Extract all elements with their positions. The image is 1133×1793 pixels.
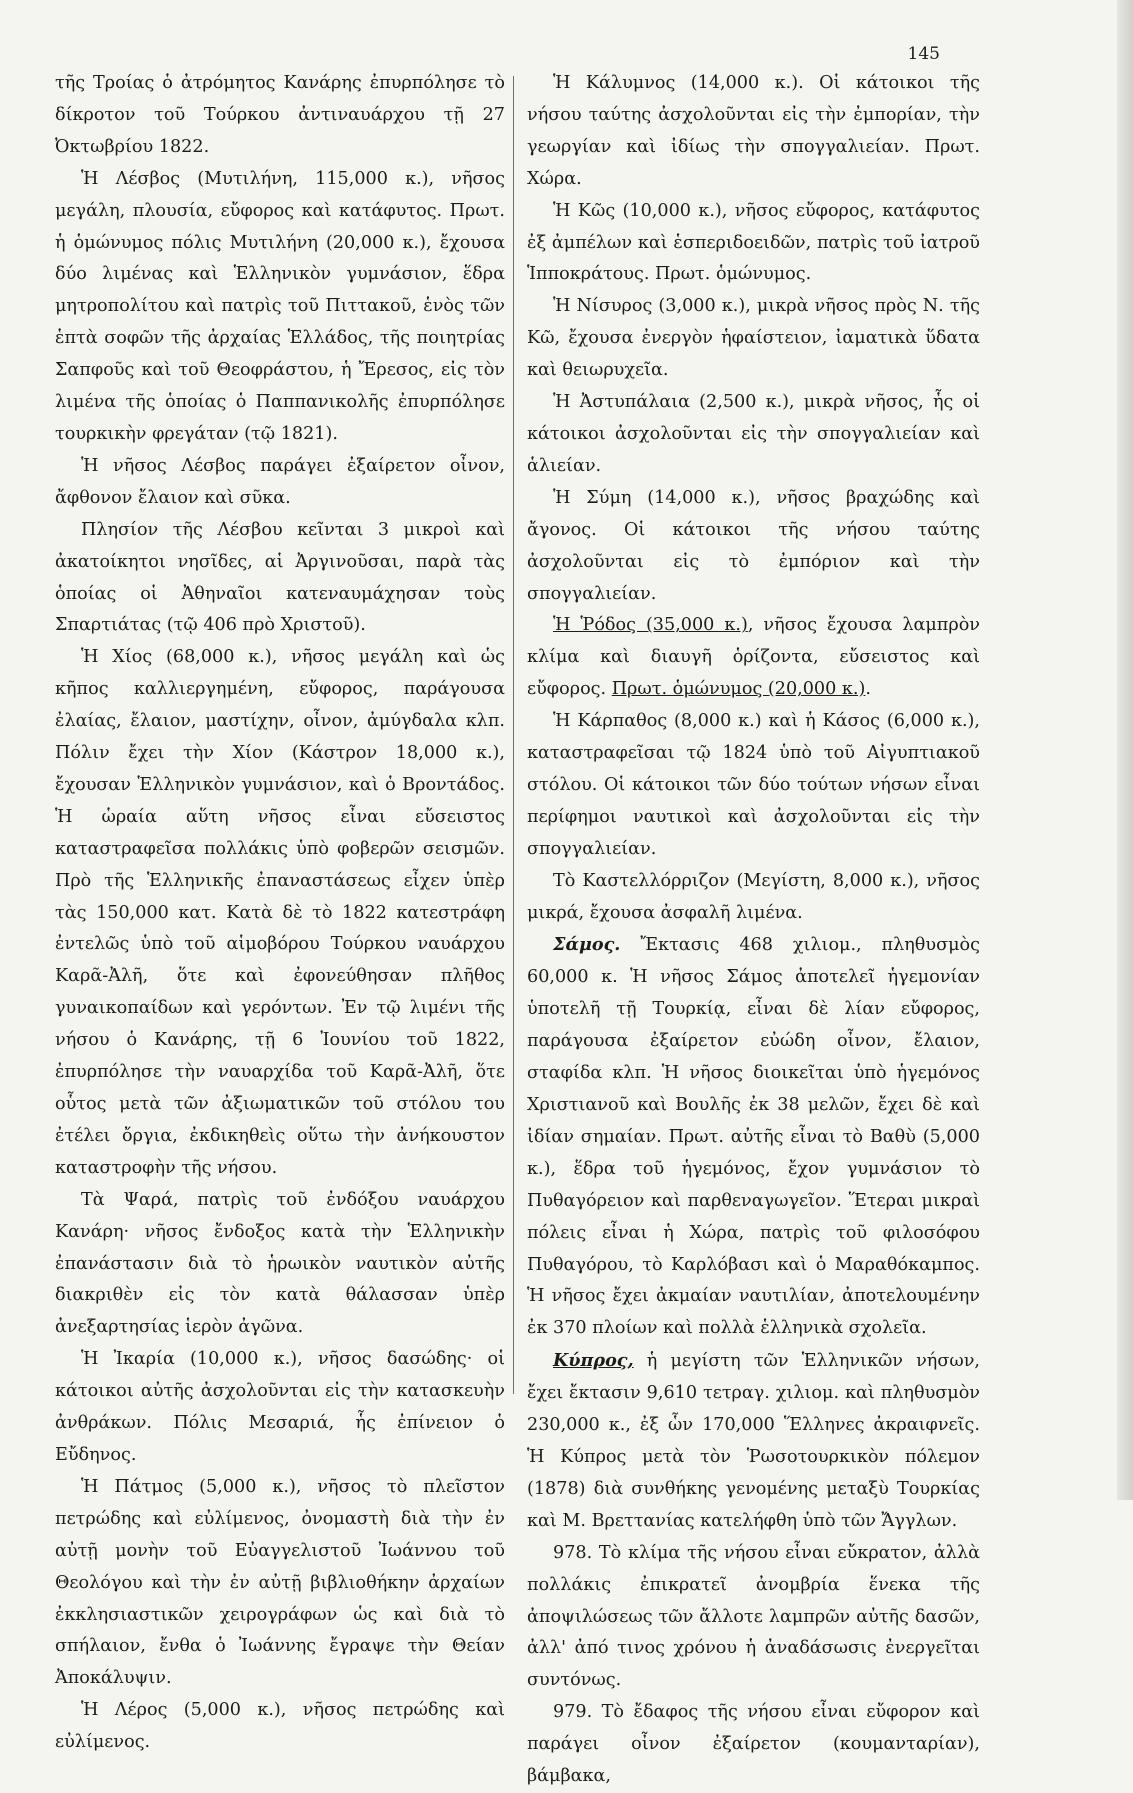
paragraph-astypalaia: Ἡ Ἀστυπάλαια (2,500 κ.), μικρὰ νῆσος, ἧς οἱ κάτοικοι ἀσχολοῦνται εἰς τὴν σπογγαλιείαν καὶ ἁλιείαν. (527, 392, 980, 476)
cyprus-text: ἡ μεγίστη τῶν Ἑλληνικῶν νήσων, ἔχει ἔκτασιν 9,610 τετραγ. χιλιομ. καὶ πληθυσμὸν 230,000 κ., ἐξ ὧν 170,000 Ἕλληνες ἀκραιφνεῖς. Ἡ Κύπρος μετὰ τὸν Ῥωσοτουρκικὸν πόλεμον (1878) διὰ συνθήκης γενομένης μεταξὺ Τουρκίας καὶ Μ. Βρεττανίας κατελήφθη ὑπὸ τῶν Ἄγγλων. (527, 1351, 980, 1531)
paragraph-karpathos: Ἡ Κάρπαθος (8,000 κ.) καὶ ἡ Κάσος (6,000 κ.), καταστραφεῖσαι τῷ 1824 ὑπὸ τοῦ Αἰγυπτιακοῦ στόλου. Οἱ κάτοικοι τῶν δύο τούτων νήσων εἶναι περίφημοι ναυτικοὶ καὶ ἀσχολοῦνται εἰς τὴν σπογγαλιείαν. (527, 711, 980, 859)
paragraph-arginousai: Πλησίον τῆς Λέσβου κεῖνται 3 μικροὶ καὶ ἀκατοίκητοι νησῖδες, αἱ Ἀργινοῦσαι, παρὰ τὰς ὁποίας οἱ Ἀθηναῖοι κατεναυμάχησαν τοὺς Σπαρτιάτας (τῷ 406 πρὸ Χριστοῦ). (55, 519, 505, 636)
page-edge (1117, 0, 1133, 1500)
paragraph-kastellorizo: Τὸ Καστελλόρριζον (Μεγίστη, 8,000 κ.), νῆσος μικρά, ἔχουσα ἀσφαλῆ λιμένα. (527, 870, 980, 923)
paragraph-ikaria: Ἡ Ἰκαρία (10,000 κ.), νῆσος δασώδης· οἱ κάτοικοι αὐτῆς ἀσχολοῦνται εἰς τὴν κατασκευὴν ἀνθράκων. Πόλις Μεσαριά, ἧς ἐπίνειον ὁ Εὔδηνος. (55, 1349, 505, 1465)
rhodes-underlined-capital: Πρωτ. ὁμώνυμος (20,000 κ.) (611, 679, 866, 700)
rhodes-underlined-name: Ἡ Ῥόδος (35,000 κ.) (553, 615, 748, 636)
paragraph-cyprus (527, 1345, 980, 1537)
right-column (527, 68, 980, 1793)
rhodes-end: . (865, 679, 871, 700)
page-number: 145 (907, 44, 940, 64)
paragraph-979: 979. Τὸ ἔδαφος τῆς νήσου εἶναι εὔφορον καὶ παράγει οἶνον ἐξαίρετον (κουμανταρίαν), βάμβακα, (527, 1702, 980, 1787)
samos-text: Ἔκτασις 468 χιλιομ., πληθυσμὸς 60,000 κ. Ἡ νῆσος Σάμος ἀποτελεῖ ἡγεμονίαν ὑποτελῆ τῇ Τουρκίᾳ, εἶναι δὲ λίαν εὔφορος, παράγουσα ἐξαίρετον εὐώδη οἶνον, ἔλαιον, σταφίδα κλπ. Ἡ νῆσος διοικεῖται ὑπὸ ἡγεμόνος Χριστιανοῦ καὶ Βουλῆς ἐκ 38 μελῶν, ἔχει δὲ καὶ ἰδίαν σημαίαν. Πρωτ. αὐτῆς εἶναι τὸ Βαθὺ (5,000 κ.), ἕδρα τοῦ ἡγεμόνος, ἔχον γυμνάσιον τὸ Πυθαγόρειον καὶ παρθεναγωγεῖον. Ἕτεραι μικραὶ πόλεις εἶναι ἡ Χώρα, πατρὶς τοῦ φιλοσόφου Πυθαγόρου, τὸ Καρλόβασι καὶ ὁ Μαραθόκαμπος. Ἡ νῆσος ἔχει ἀκμαίαν ναυτιλίαν, ἀποτελουμένην ἐκ 370 πλοίων καὶ πολλὰ ἑλληνικὰ σχολεῖα. (527, 935, 980, 1339)
paragraph-symi: Ἡ Σύμη (14,000 κ.), νῆσος βραχώδης καὶ ἄγονος. Οἱ κάτοικοι τῆς νήσου ταύτης ἀσχολοῦνται εἰς τὸ ἐμπόριον καὶ τὴν σπογγαλιείαν. (527, 487, 980, 604)
paragraph-kalymnos: Ἡ Κάλυμνος (14,000 κ.). Οἱ κάτοικοι τῆς νήσου ταύτης ἀσχολοῦνται εἰς τὴν ἐμπορίαν, τὴν γεωργίαν καὶ ἰδίως τὴν σπογγαλιείαν. Πρωτ. Χώρα. (527, 73, 980, 189)
column-divider (513, 76, 514, 1394)
paragraph-lesvos-products: Ἡ νῆσος Λέσβος παράγει ἐξαίρετον οἶνον, ἄφθονον ἔλαιον καὶ σῦκα. (55, 455, 505, 508)
paragraph-patmos: Ἡ Πάτμος (5,000 κ.), νῆσος τὸ πλεῖστον πετρώδης καὶ εὐλίμενος, ὀνομαστὴ διὰ τὴν ἐν αὐτῇ μονὴν τοῦ Εὐαγγελιστοῦ Ἰωάννου τοῦ Θεολόγου καὶ τὴν ἐν αὐτῇ βιβλιοθήκην ἀρχαίων ἐκκλησιαστικῶν χειρογράφων ὡς καὶ διὰ τὸ σπήλαιον, ἔνθα ὁ Ἰωάννης ἔγραψε τὴν Θείαν Ἀποκάλυψιν. (55, 1476, 505, 1689)
left-column (55, 68, 505, 1759)
rhodes-description: , νῆσος ἔχουσα λαμπρὸν κλίμα καὶ διαυγῆ ὁρίζοντα, εὔσειστος καὶ εὔφορος. (527, 615, 980, 700)
cyprus-heading: Κύπρος, (553, 1350, 634, 1372)
paragraph-samos (527, 929, 980, 1345)
paragraph-chios: Ἡ Χίος (68,000 κ.), νῆσος μεγάλη καὶ ὡς κῆπος καλλιεργημένη, εὔφορος, παράγουσα ἐλαίας, ἔλαιον, μαστίχην, οἶνον, ἀμύγδαλα κλπ. Πόλιν ἔχει τὴν Χίον (Κάστρον 18,000 κ.), ἔχουσαν Ἑλληνικὸν γυμνάσιον, καὶ ὁ Βροντάδος. Ἡ ὡραία αὕτη νῆσος εἶναι εὔσειστος καταστραφεῖσα πολλάκις ὑπὸ φοβερῶν σεισμῶν. Πρὸ τῆς Ἑλληνικῆς ἐπαναστάσεως εἶχεν ὑπὲρ τὰς 150,000 κατ. Κατὰ δὲ τὸ 1822 κατεστράφη ἐντελῶς ὑπὸ τοῦ αἱμοβόρου Τούρκου ναυάρχου Καρᾶ-Ἀλῆ, ὅτε καὶ ἐφονεύθησαν πλῆθος γυναικοπαίδων καὶ γερόντων. Ἐν τῷ λιμένι τῆς νήσου ὁ Κανάρης, τῇ 6 Ἰουνίου τοῦ 1822, ἐπυρπόλησε τὴν ναυαρχίδα τοῦ Καρᾶ-Ἀλῆ, ὅτε οὗτος μετὰ τῶν ἀξιωματικῶν τοῦ στόλου του ἐτέλει ὄργια, ἐκδικηθεὶς οὕτω τὴν ἀνήκουστον καταστροφὴν τῆς νήσου. (55, 647, 505, 1178)
paragraph-psara: Τὰ Ψαρά, πατρὶς τοῦ ἐνδόξου ναυάρχου Κανάρη· νῆσος ἔνδοξος κατὰ τὴν Ἑλληνικὴν ἐπανάστασιν διὰ τὸ ἡρωικὸν ναυτικὸν αὐτῆς διακριθὲν εἰς τὸν κατὰ θάλασσαν ὑπὲρ ἀνεξαρτησίας ἱερὸν ἀγῶνα. (55, 1189, 505, 1338)
paragraph-kos: Ἡ Κῶς (10,000 κ.), νῆσος εὔφορος, κατάφυτος ἐξ ἀμπέλων καὶ ἑσπεριδοειδῶν, πατρὶς τοῦ ἰατροῦ Ἱπποκράτους. Πρωτ. ὁμώνυμος. (527, 200, 980, 285)
samos-heading: Σάμος. (553, 934, 621, 956)
paragraph-leros: Ἡ Λέρος (5,000 κ.), νῆσος πετρώδης καὶ εὐλίμενος. (55, 1700, 505, 1753)
paragraph-nisyros: Ἡ Νίσυρος (3,000 κ.), μικρὰ νῆσος πρὸς Ν. τῆς Κῶ, ἔχουσα ἐνεργὸν ἡφαίστειον, ἰαματικὰ ὕδατα καὶ θειωρυχεῖα. (527, 296, 980, 381)
paragraph-lesvos: Ἡ Λέσβος (Μυτιλήνη, 115,000 κ.), νῆσος μεγάλη, πλουσία, εὔφορος καὶ κατάφυτος. Πρωτ. ἡ ὁμώνυμος πόλις Μυτιλήνη (20,000 κ.), ἔχουσα δύο λιμένας καὶ Ἑλληνικὸν γυμνάσιον, ἕδρα μητροπολίτου καὶ πατρὶς τοῦ Πιττακοῦ, ἑνὸς τῶν ἑπτὰ σοφῶν τῆς ἀρχαίας Ἑλλάδος, τῆς ποιητρίας Σαπφοῦς καὶ τοῦ Θεοφράστου, ἡ Ἔρεσος, εἰς τὸν λιμένα τῆς ὁποίας ὁ Παππανικολῆς ἐπυρπόλησε τουρκικὴν φρεγάταν (τῷ 1821). (55, 168, 505, 444)
paragraph-rhodes (527, 610, 980, 706)
paragraph-978: 978. Τὸ κλίμα τῆς νήσου εἶναι εὔκρατον, ἀλλὰ πολλάκις ἐπικρατεῖ ἀνομβρία ἕνεκα τῆς ἀποψιλώσεως τῶν ἄλλοτε λαμπρῶν αὐτῆς δασῶν, ἀλλ' ἀπό τινος χρόνου ἡ ἀναδάσωσις ἐνεργεῖται συντόνως. (527, 1542, 980, 1691)
paragraph-troia: τῆς Τροίας ὁ ἀτρόμητος Κανάρης ἐπυρπόλησε τὸ δίκροτον τοῦ Τούρκου ἀντιναυάρχου τῇ 27 Ὀκτωβρίου 1822. (55, 73, 505, 157)
